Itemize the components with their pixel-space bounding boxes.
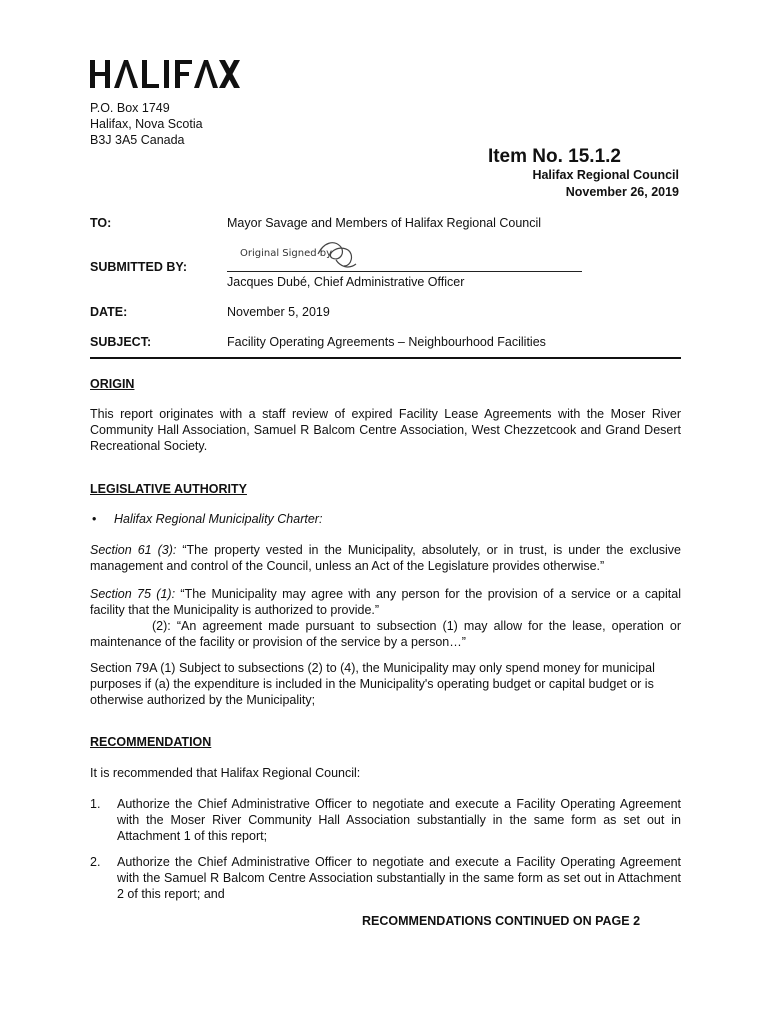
halifax-logo	[90, 58, 240, 90]
subject-label: SUBJECT:	[90, 335, 152, 349]
date-label: DATE:	[90, 305, 128, 319]
section-61	[90, 542, 681, 574]
council-name: Halifax Regional Council	[532, 168, 679, 182]
continued-note: RECOMMENDATIONS CONTINUED ON PAGE 2	[362, 914, 641, 928]
section-75-text: “The Municipality may agree with any person for the provision of a service or a capital facility that the Municipality is authorized to provide.”	[90, 587, 681, 617]
submitted-by-value: Jacques Dubé, Chief Administrative Officer	[227, 275, 465, 289]
council-block	[532, 167, 679, 201]
address-line: B3J 3A5 Canada	[90, 133, 185, 147]
section-75	[90, 586, 681, 618]
recommendation-heading: RECOMMENDATION	[90, 735, 212, 749]
header-divider	[90, 357, 681, 359]
recommendation-intro: It is recommended that Halifax Regional Council:	[90, 766, 361, 780]
address-line: Halifax, Nova Scotia	[90, 117, 203, 131]
list-number: 2.	[90, 855, 101, 869]
meeting-date: November 26, 2019	[565, 185, 679, 199]
section-75-ref: Section 75 (1):	[90, 587, 176, 601]
signature-line	[227, 271, 582, 272]
to-value: Mayor Savage and Members of Halifax Regional Council	[227, 216, 542, 230]
submitted-by-label: SUBMITTED BY:	[90, 260, 187, 274]
bullet-icon: •	[92, 512, 97, 526]
item-number: Item No. 15.1.2	[487, 146, 621, 167]
list-item	[90, 854, 681, 902]
section-61-ref: Section 61 (3):	[90, 543, 177, 557]
subject-value: Facility Operating Agreements – Neighbourhood Facilities	[227, 335, 546, 349]
mailing-address	[90, 100, 203, 148]
section-79a: Section 79A (1) Subject to subsections (2) to (4), the Municipality may only spend money for municipal purposes if (a) the expenditure is included in the Municipality's operating budget or capital budget or is otherwise authorized by the Municipality;	[90, 661, 655, 707]
origin-text: This report originates with a staff review of expired Facility Lease Agreements with the Moser River Community Hall Association, Samuel R Balcom Centre Association, West Chezzetcook and Grand Desert Recreational Society.	[90, 407, 681, 453]
to-label: TO:	[90, 216, 112, 230]
legislative-heading: LEGISLATIVE AUTHORITY	[90, 482, 247, 496]
date-value: November 5, 2019	[227, 305, 330, 319]
list-number: 1.	[90, 797, 101, 811]
list-text: Authorize the Chief Administrative Officer to negotiate and execute a Facility Operating Agreement with the Samuel R Balcom Centre Association substantially in the same form as set out in Attachment 2 of this report; and	[117, 855, 681, 901]
section-61-text: “The property vested in the Municipality, absolutely, or in trust, is under the exclusive management and control of the Council, unless an Act of the Legislature provides otherwise.”	[90, 543, 681, 573]
signature-note: Original Signed by	[240, 248, 333, 259]
charter-bullet: Halifax Regional Municipality Charter:	[114, 512, 323, 526]
list-text: Authorize the Chief Administrative Officer to negotiate and execute a Facility Operating Agreement with the Moser River Community Hall Association substantially in the same form as set out in Attachment 1 of this report;	[117, 797, 681, 843]
signature-flourish-icon	[310, 236, 360, 274]
section-75-2: (2): “An agreement made pursuant to subsection (1) may allow for the lease, operation or maintenance of the facility or provision of the service by a person…”	[90, 619, 681, 649]
list-item	[90, 796, 681, 844]
address-line: P.O. Box 1749	[90, 101, 170, 115]
origin-heading: ORIGIN	[90, 377, 135, 391]
